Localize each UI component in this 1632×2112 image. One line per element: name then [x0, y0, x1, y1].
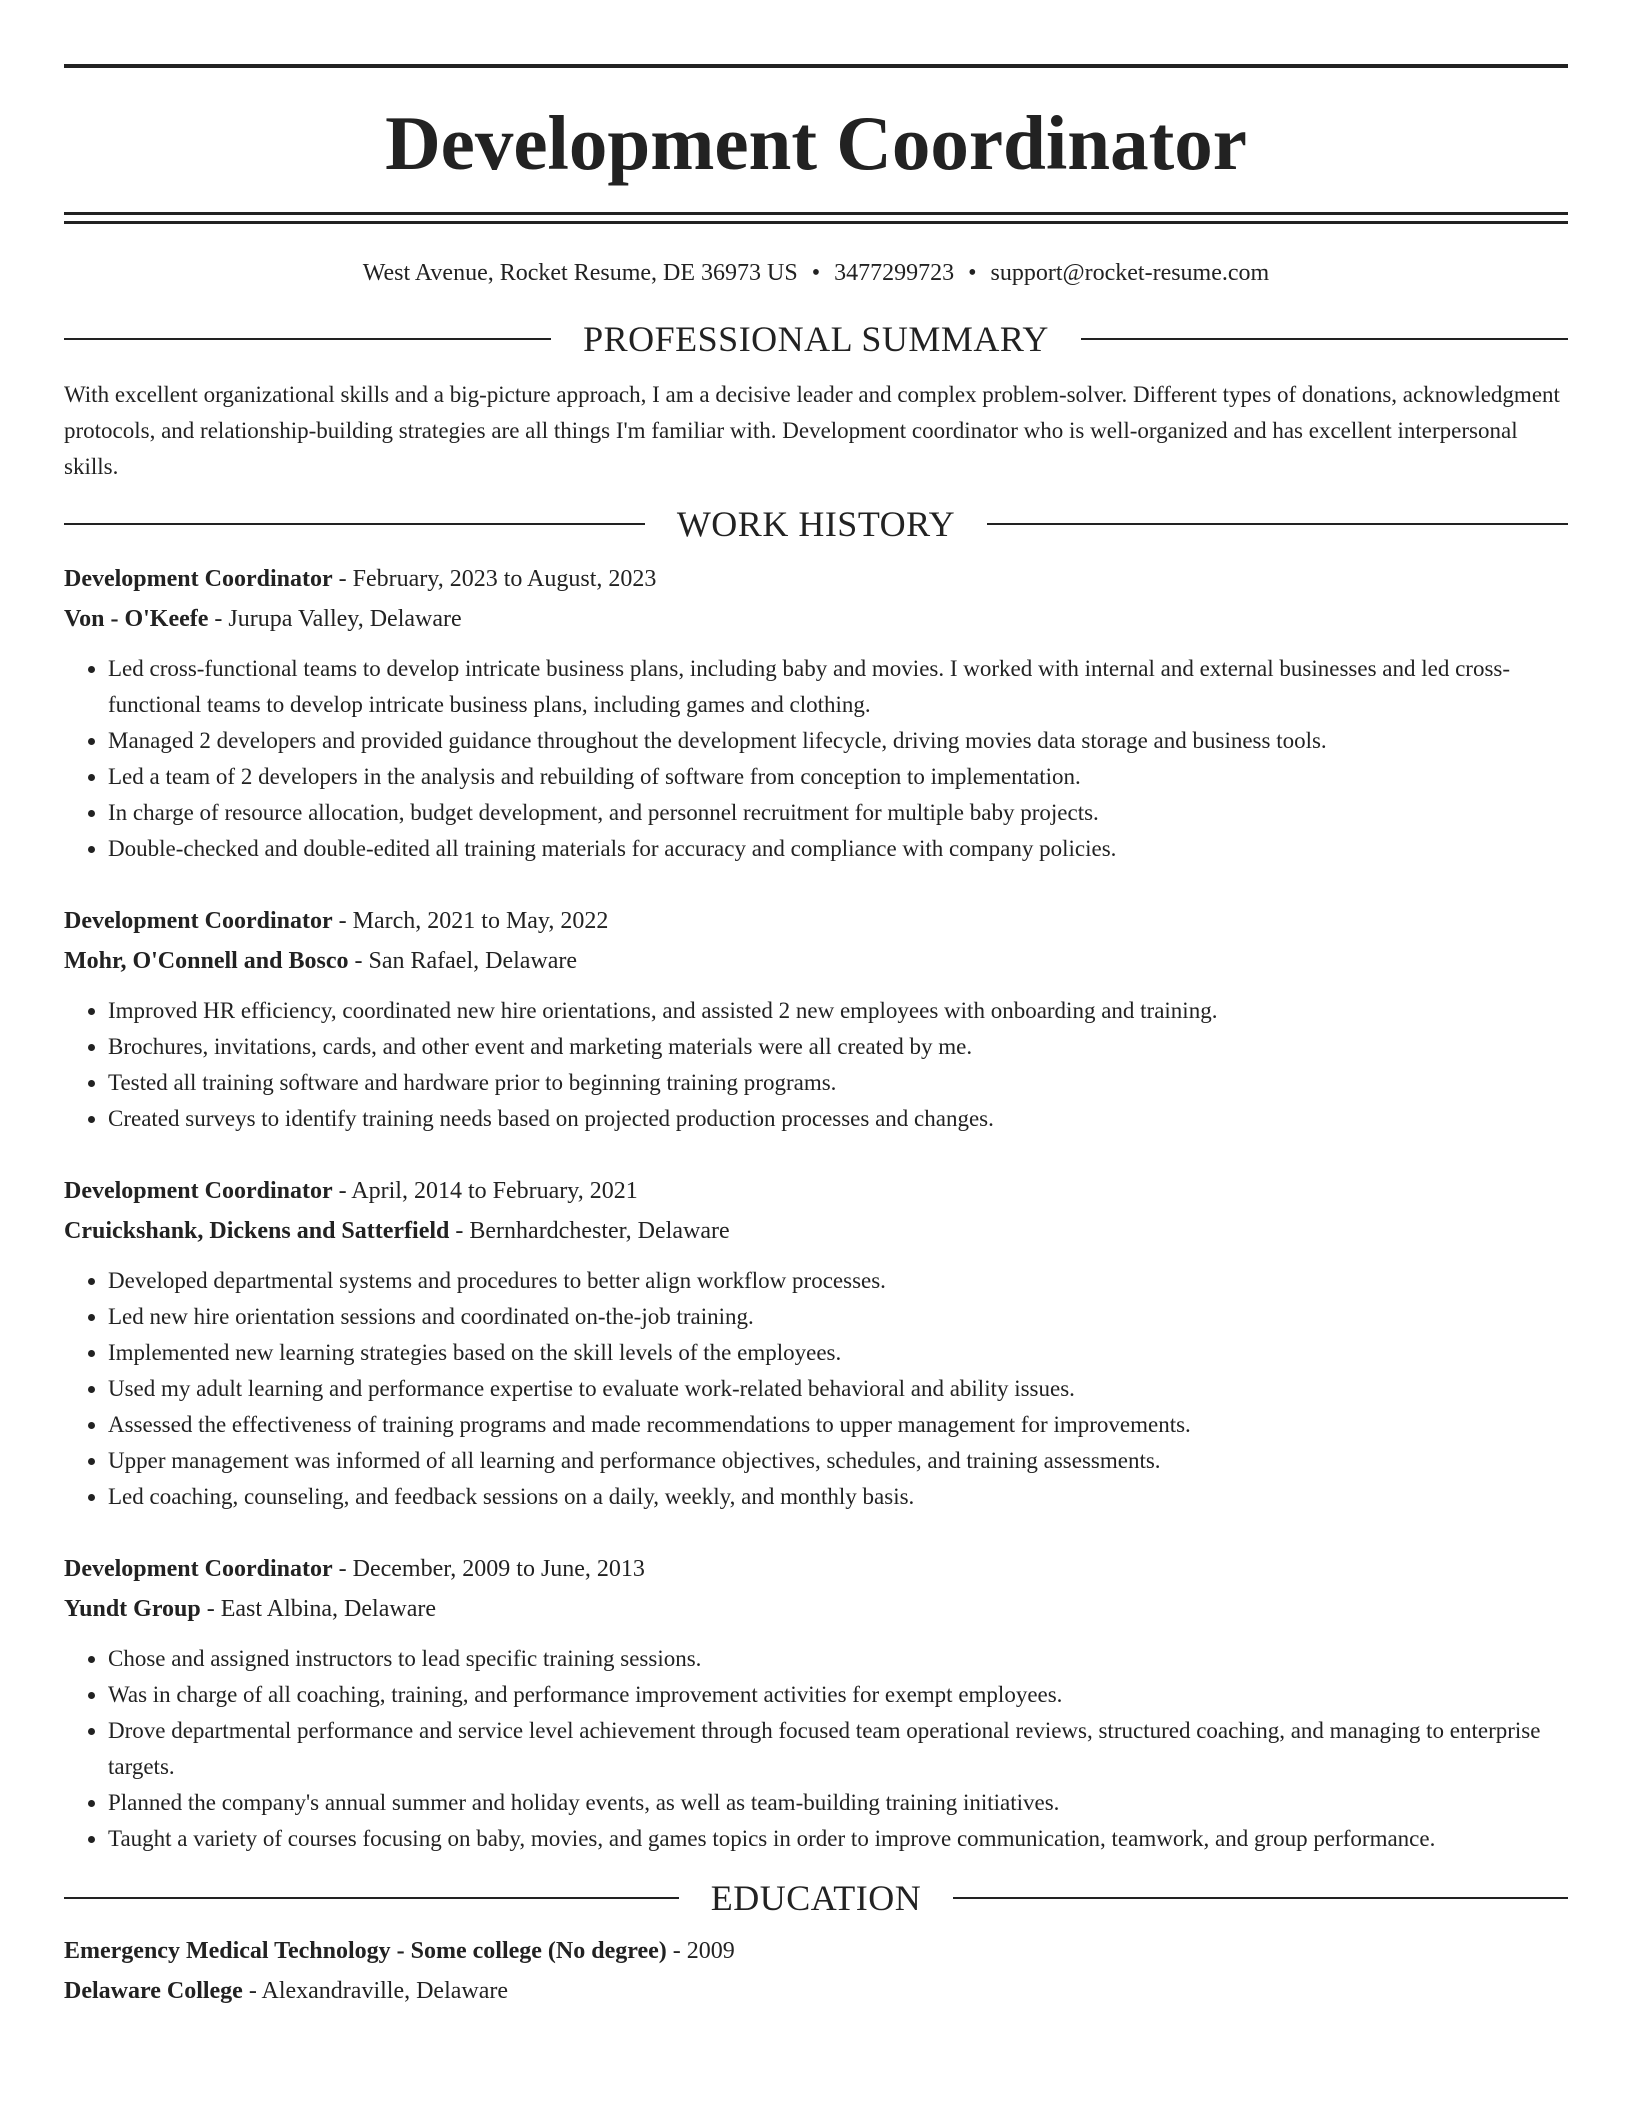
- job-bullet: • Upper management was informed of all learning and performance objectives, schedules, and training assessments.: [108, 1443, 1568, 1479]
- job-company-line: [64, 1211, 1568, 1251]
- job-bullet: • Assessed the effectiveness of training programs and made recommendations to upper management for improvements.: [108, 1407, 1568, 1443]
- job-title-line: [64, 559, 1568, 599]
- job-dates: - February, 2023 to August, 2023: [332, 566, 657, 592]
- job-entry: [64, 559, 1568, 867]
- job-bullet: • Managed 2 developers and provided guidance throughout the development lifecycle, driving movies data storage and business tools.: [108, 723, 1568, 759]
- contact-line: [64, 258, 1568, 288]
- education-entry: [64, 1931, 1568, 2011]
- contact-phone: 3477299723: [834, 260, 955, 286]
- job-location: - Jurupa Valley, Delaware: [208, 606, 462, 632]
- title-double-rule: [64, 212, 1568, 224]
- contact-email: support@rocket-resume.com: [990, 260, 1270, 286]
- job-dates: - December, 2009 to June, 2013: [332, 1556, 645, 1582]
- job-title-line: [64, 1549, 1568, 1589]
- education-heading-label: EDUCATION: [710, 1878, 922, 1918]
- job-location: - East Albina, Delaware: [200, 1596, 436, 1622]
- summary-text: With excellent organizational skills and a big-picture approach, I am a decisive leader and complex problem-solver. Different types of donations, acknowledgment protocols, and relationship-building strategies are all things I'm familiar with. Development coordinator who is well-organized and has excellent interpersonal skills.: [64, 382, 1560, 479]
- education-school: Delaware College: [64, 1978, 243, 2004]
- top-rule: [64, 64, 1568, 68]
- job-bullet: • Led coaching, counseling, and feedback sessions on a daily, weekly, and monthly basis.: [108, 1479, 1568, 1515]
- job-bullet: • Improved HR efficiency, coordinated new hire orientations, and assisted 2 new employees with onboarding and training.: [108, 993, 1568, 1029]
- resume-page: [64, 64, 1568, 2011]
- job-bullet-list: [64, 651, 1568, 867]
- work-history-list: [64, 559, 1568, 1857]
- job-company-line: [64, 599, 1568, 639]
- job-bullet: • Drove departmental performance and service level achievement through focused team operational reviews, structured coaching, and managing to enterprise targets.: [108, 1713, 1568, 1785]
- job-location: - San Rafael, Delaware: [348, 948, 578, 974]
- education-location: - Alexandraville, Delaware: [242, 1978, 509, 2004]
- job-bullet: • Led a team of 2 developers in the analysis and rebuilding of software from conception to implementation.: [108, 759, 1568, 795]
- job-title-line: [64, 901, 1568, 941]
- job-bullet-list: [64, 1641, 1568, 1857]
- education-heading: [64, 1877, 1568, 1919]
- job-company: Mohr, O'Connell and Bosco: [64, 948, 349, 974]
- job-bullet: • Implemented new learning strategies based on the skill levels of the employees.: [108, 1335, 1568, 1371]
- job-bullet: • Tested all training software and hardware prior to beginning training programs.: [108, 1065, 1568, 1101]
- job-bullet-list: [64, 993, 1568, 1137]
- job-entry: [64, 901, 1568, 1137]
- job-title: Development Coordinator: [64, 1556, 333, 1582]
- job-bullet: • Used my adult learning and performance expertise to evaluate work-related behavioral and ability issues.: [108, 1371, 1568, 1407]
- contact-separator: •: [811, 260, 821, 286]
- job-company-line: [64, 1589, 1568, 1629]
- job-entry: [64, 1549, 1568, 1857]
- summary-heading-label: PROFESSIONAL SUMMARY: [583, 319, 1049, 359]
- job-bullet-list: [64, 1263, 1568, 1515]
- job-title: Development Coordinator: [64, 1178, 333, 1204]
- resume-title: Development Coordinator: [385, 100, 1247, 186]
- job-bullet: • Planned the company's annual summer and holiday events, as well as team-building training initiatives.: [108, 1785, 1568, 1821]
- job-dates: - April, 2014 to February, 2021: [332, 1178, 638, 1204]
- job-title: Development Coordinator: [64, 908, 333, 934]
- job-company: Cruickshank, Dickens and Satterfield: [64, 1218, 450, 1244]
- job-company: Von - O'Keefe: [64, 606, 209, 632]
- job-bullet: • In charge of resource allocation, budget development, and personnel recruitment for multiple baby projects.: [108, 795, 1568, 831]
- job-bullet: • Led new hire orientation sessions and coordinated on-the-job training.: [108, 1299, 1568, 1335]
- job-company: Yundt Group: [64, 1596, 201, 1622]
- job-company-line: [64, 941, 1568, 981]
- education-year: - 2009: [666, 1938, 735, 1964]
- job-bullet: • Chose and assigned instructors to lead specific training sessions.: [108, 1641, 1568, 1677]
- education-school-line: [64, 1971, 1568, 2011]
- contact-separator: •: [968, 260, 977, 286]
- job-bullet: • Brochures, invitations, cards, and other event and marketing materials were all created by me.: [108, 1029, 1568, 1065]
- job-bullet: • Developed departmental systems and procedures to better align workflow processes.: [108, 1263, 1568, 1299]
- education-degree-line: [64, 1931, 1568, 1971]
- job-title: Development Coordinator: [64, 566, 333, 592]
- job-bullet: • Led cross-functional teams to develop intricate business plans, including baby and movies. I worked with internal and external businesses and led cross-functional teams to develop intricate business plans, including games and clothing.: [108, 651, 1568, 723]
- job-location: - Bernhardchester, Delaware: [449, 1218, 730, 1244]
- education-degree: Emergency Medical Technology - Some college (No degree): [64, 1938, 667, 1964]
- summary-heading: [64, 318, 1568, 360]
- contact-address: West Avenue, Rocket Resume, DE 36973 US: [362, 260, 798, 286]
- job-bullet: • Taught a variety of courses focusing on baby, movies, and games topics in order to improve communication, teamwork, and group performance.: [108, 1821, 1568, 1857]
- job-bullet: • Created surveys to identify training needs based on projected production processes and changes.: [108, 1101, 1568, 1137]
- job-bullet: • Was in charge of all coaching, training, and performance improvement activities for exempt employees.: [108, 1677, 1568, 1713]
- work-history-heading: [64, 503, 1568, 545]
- job-bullet: • Double-checked and double-edited all training materials for accuracy and compliance with company policies.: [108, 831, 1568, 867]
- job-entry: [64, 1171, 1568, 1515]
- job-dates: - March, 2021 to May, 2022: [332, 908, 609, 934]
- work-history-heading-label: WORK HISTORY: [676, 504, 956, 544]
- job-title-line: [64, 1171, 1568, 1211]
